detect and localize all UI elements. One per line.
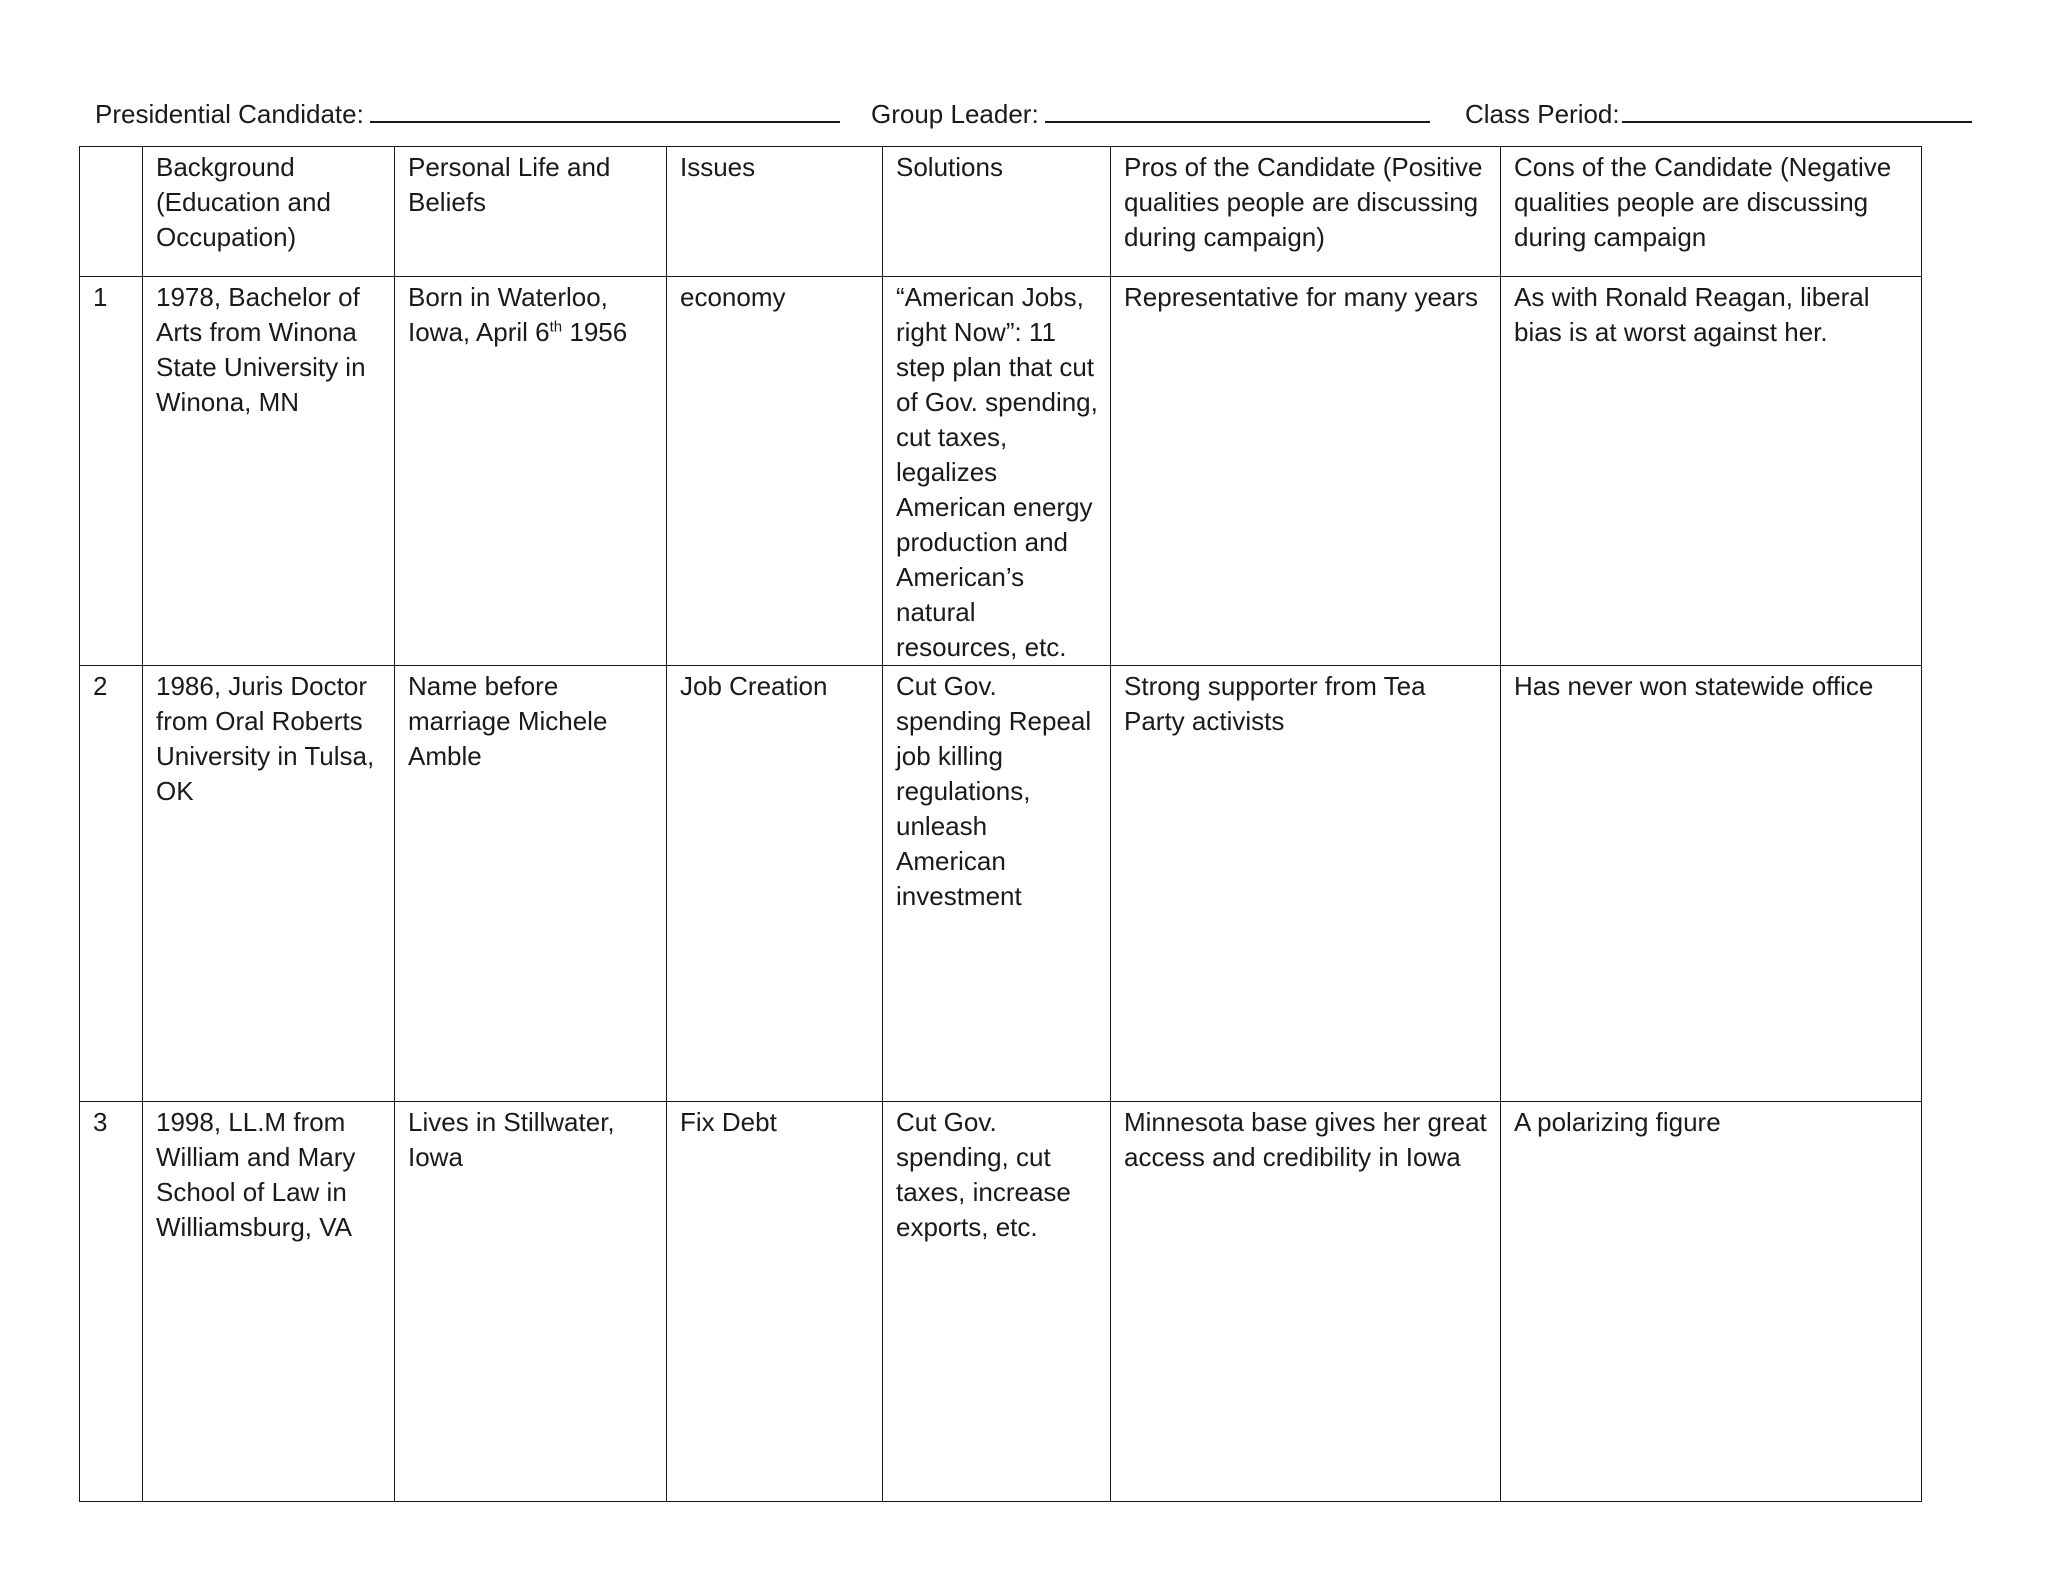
class-period-blank[interactable] [1622, 95, 1972, 123]
class-period-label: Class Period: [1465, 99, 1620, 129]
solutions-cell: Cut Gov. spending Repeal job killing regulations, unleash American investment [883, 666, 1111, 1102]
ordinal-suffix: th [549, 318, 563, 336]
column-header-issues: Issues [667, 147, 883, 277]
row-number: 2 [80, 666, 143, 1102]
solutions-cell: Cut Gov. spending, cut taxes, increase exports, etc. [883, 1102, 1111, 1502]
pros-cell: Representative for many years [1111, 277, 1501, 666]
group-leader-field [871, 94, 1430, 134]
column-header-cons: Cons of the Candidate (Negative qualities people are discussing during campaign [1501, 147, 1922, 277]
column-header-personal-life: Personal Life and Beliefs [395, 147, 667, 277]
presidential-candidate-field [95, 94, 840, 134]
pros-cell: Minnesota base gives her great access and credibility in Iowa [1111, 1102, 1501, 1502]
issues-cell: economy [667, 277, 883, 666]
personal-life-text: Born in Waterloo, Iowa, April 6 [408, 282, 608, 347]
pros-cell: Strong supporter from Tea Party activists [1111, 666, 1501, 1102]
group-leader-label: Group Leader: [871, 99, 1039, 129]
candidate-table [79, 146, 1922, 1502]
issues-cell: Fix Debt [667, 1102, 883, 1502]
presidential-candidate-blank[interactable] [370, 95, 840, 123]
background-cell: 1978, Bachelor of Arts from Winona State University in Winona, MN [143, 277, 395, 666]
worksheet-header [95, 94, 1975, 134]
table-row [80, 1102, 1922, 1502]
cons-cell: As with Ronald Reagan, liberal bias is at worst against her. [1501, 277, 1922, 666]
personal-life-year: 1956 [562, 317, 628, 347]
background-cell: 1986, Juris Doctor from Oral Roberts University in Tulsa, OK [143, 666, 395, 1102]
table-row [80, 666, 1922, 1102]
issues-cell: Job Creation [667, 666, 883, 1102]
column-header-solutions: Solutions [883, 147, 1111, 277]
personal-life-cell: Lives in Stillwater, Iowa [395, 1102, 667, 1502]
column-header-background: Background (Education and Occupation) [143, 147, 395, 277]
group-leader-blank[interactable] [1045, 95, 1430, 123]
column-header-pros: Pros of the Candidate (Positive qualities people are discussing during campaign) [1111, 147, 1501, 277]
cons-cell: Has never won statewide office [1501, 666, 1922, 1102]
table-row [80, 277, 1922, 666]
row-number: 1 [80, 277, 143, 666]
solutions-cell: “American Jobs, right Now”: 11 step plan that cut of Gov. spending, cut taxes, legalizes American energy production and American’s natural resources, etc. [883, 277, 1111, 666]
class-period-field [1465, 94, 1972, 134]
row-number: 3 [80, 1102, 143, 1502]
table-header-row [80, 147, 1922, 277]
personal-life-cell [395, 277, 667, 666]
cons-cell: A polarizing figure [1501, 1102, 1922, 1502]
personal-life-cell: Name before marriage Michele Amble [395, 666, 667, 1102]
background-cell: 1998, LL.M from William and Mary School of Law in Williamsburg, VA [143, 1102, 395, 1502]
column-header-number [80, 147, 143, 277]
presidential-candidate-label: Presidential Candidate: [95, 99, 364, 129]
